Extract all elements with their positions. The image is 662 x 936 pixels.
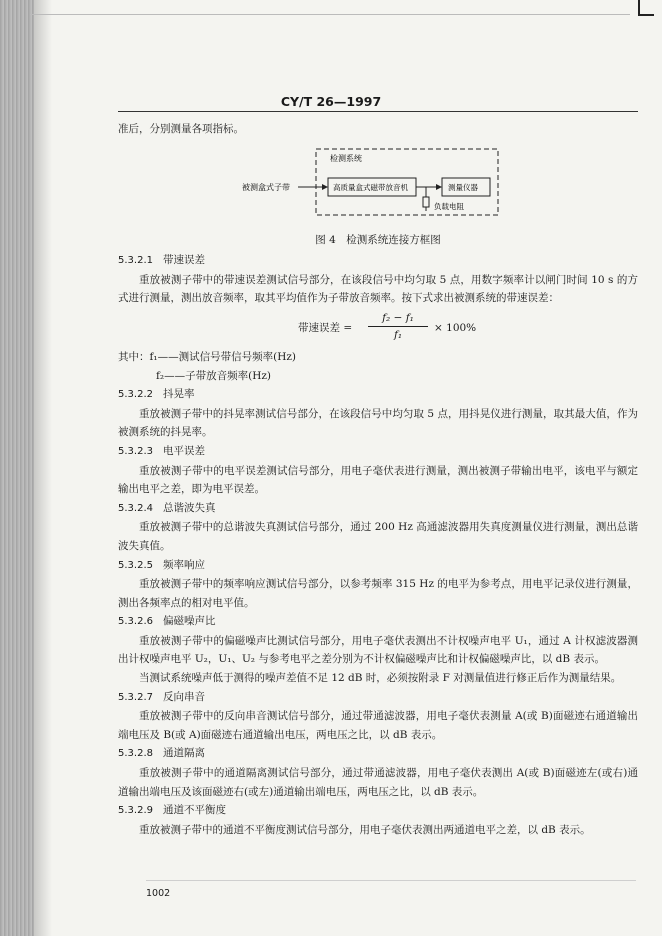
paragraph: 重放被测子带中的带速误差测试信号部分，在该段信号中均匀取 5 点，用数字频率计以闸门时间 10 s 的方式进行测量，测出放音频率，取其平均值作为子带放音频率。按下式求出被测系统的带速误差： — [118, 273, 638, 305]
section-number: 5.3.2.7 — [118, 691, 153, 703]
section-title: 通道隔离 — [163, 747, 205, 760]
section-number: 5.3.2.6 — [118, 616, 153, 628]
paragraph: 重放被测子带中的偏磁噪声比测试信号部分，用电子毫伏表测出不计权噪声电平 U₁，通过 A 计权滤波器测出计权噪声电平 U₂，U₁、U₂ 与参考电平之差分别为不计权偏磁噪声比和计权偏磁噪声比，以 dB 表示。 — [118, 634, 638, 666]
system-label: 检测系统 — [330, 153, 362, 163]
section-title: 电平误差 — [163, 444, 205, 457]
input-label: 被测盒式子带 — [242, 182, 290, 192]
page-content — [118, 120, 638, 839]
formula-fraction — [368, 310, 428, 343]
page-fold-line — [30, 14, 630, 15]
paragraph: 重放被测子带中的总谐波失真测试信号部分，通过 200 Hz 高通滤波器用失真度测量仪进行测量，测出总谐波失真值。 — [118, 521, 638, 552]
formula-rhs: × 100% — [434, 321, 477, 334]
section-number: 5.3.2.4 — [118, 502, 153, 514]
section-number: 5.3.2.3 — [118, 445, 153, 457]
crop-mark — [638, 0, 654, 16]
paragraph: 重放被测子带中的通道不平衡度测试信号部分，用电子毫伏表测出两通道电平之差，以 dB 表示。 — [139, 823, 591, 836]
formula-numerator: f₂ − f₁ — [368, 310, 428, 327]
where-line: f₂——子带放音频率(Hz) — [156, 369, 271, 382]
formula — [118, 310, 638, 346]
formula-denominator: f₁ — [393, 328, 403, 341]
paragraph: 重放被测子带中的电平误差测试信号部分，用电子毫伏表进行测量，测出被测子带输出电平，该电平与额定输出电平之差，即为电平误差。 — [118, 464, 638, 496]
player-label: 高质量盒式磁带放音机 — [333, 182, 408, 192]
section-title: 带速误差 — [163, 254, 205, 267]
section-heading — [118, 442, 638, 462]
section-number: 5.3.2.1 — [118, 255, 153, 267]
figure-caption: 图 4 检测系统连接方框图 — [315, 233, 441, 246]
section-title: 偏磁噪声比 — [163, 615, 216, 628]
paragraph: 重放被测子带中的反向串音测试信号部分，通过带通滤波器，用电子毫伏表测量 A(或 B)面磁迹右通道输出端电压及 B(或 A)面磁迹右通道输出电压，两电压之比，以 dB 表示。 — [118, 710, 638, 741]
page-number: 1002 — [146, 888, 171, 899]
section-number: 5.3.2.5 — [118, 559, 153, 571]
footer-rule — [146, 880, 636, 881]
section-title: 反向串音 — [163, 690, 205, 703]
section-heading — [118, 688, 638, 708]
instrument-label: 测量仪器 — [448, 182, 478, 192]
section-heading — [118, 612, 638, 632]
section-title: 频率响应 — [163, 558, 205, 571]
formula-lhs: 带速误差 = — [298, 321, 353, 334]
section-heading — [118, 251, 638, 271]
page-header: CY/T 26—1997 — [280, 94, 382, 109]
section-number: 5.3.2.2 — [118, 389, 153, 401]
load-resistor-symbol — [423, 197, 429, 207]
book-binding — [0, 0, 34, 936]
paragraph: 重放被测子带中的频率响应测试信号部分，以参考频率 315 Hz 的电平为参考点，用电平记录仪进行测量，测出各频率点的相对电平值。 — [118, 578, 638, 609]
section-heading — [118, 499, 638, 519]
arrow-head-output — [436, 184, 442, 190]
arrow-head-input — [322, 184, 328, 190]
header-rule — [118, 111, 638, 112]
block-diagram-svg — [118, 145, 638, 227]
paragraph: 当测试系统噪声低于测得的噪声差值不足 12 dB 时，必须按附录 F 对测量值进行修正后作为测量结果。 — [139, 672, 622, 685]
load-label: 负载电阻 — [434, 201, 464, 211]
section-number: 5.3.2.8 — [118, 748, 153, 760]
intro-text: 准后，分别测量各项指标。 — [118, 123, 244, 135]
section-heading — [118, 801, 638, 821]
section-heading — [118, 556, 638, 576]
block-diagram — [118, 145, 638, 227]
paragraph: 重放被测子带中的抖晃率测试信号部分，在该段信号中均匀取 5 点，用抖晃仪进行测量，取其最大值，作为被测系统的抖晃率。 — [118, 407, 638, 439]
section-title: 抖晃率 — [163, 388, 195, 401]
section-heading — [118, 744, 638, 764]
section-number: 5.3.2.9 — [118, 805, 153, 817]
section-title: 总谐波失真 — [163, 501, 216, 514]
binding-shadow — [34, 0, 52, 936]
section-title: 通道不平衡度 — [163, 804, 226, 817]
paragraph: 重放被测子带中的通道隔离测试信号部分，通过带通滤波器，用电子毫伏表测出 A(或 B)面磁迹左(或右)通道输出端电压及该面磁迹右(或左)通道输出端电压，两电压之比，以 dB 表示。 — [118, 767, 638, 798]
where-line: 其中：f₁——测试信号带信号频率(Hz) — [118, 350, 296, 363]
section-heading — [118, 385, 638, 405]
